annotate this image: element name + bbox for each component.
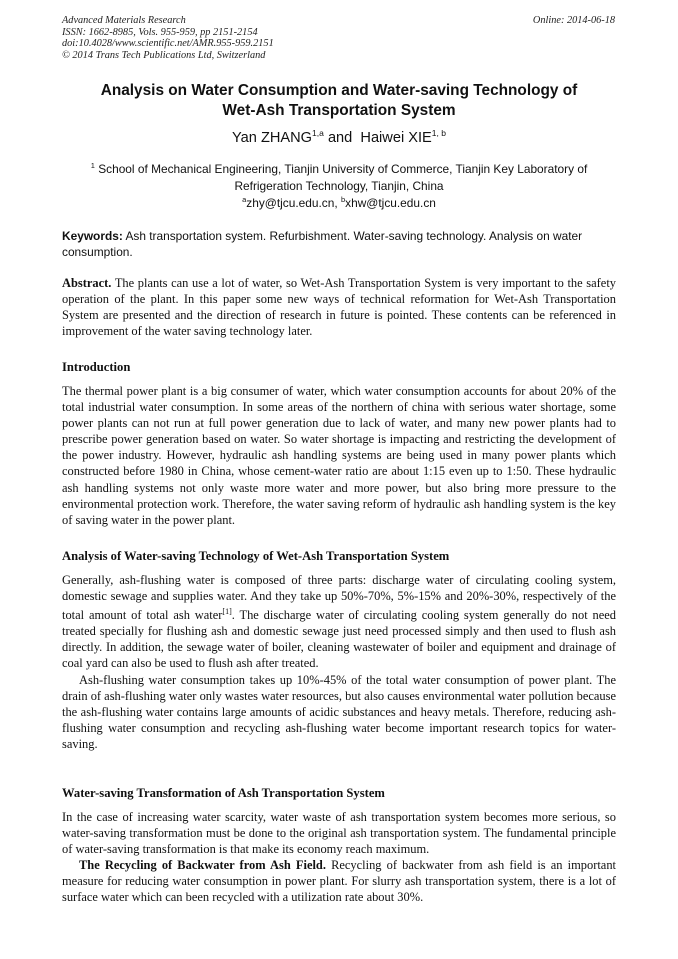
analysis-p1-part-b: . The discharge water of circulating cooling system generally do not need treated specially for flushing ash and domestic sewage just need processed simply and then used to flush ash directly. In addition, the sewage water of boiler, cleaning wastewater of boiler and equipment and drainage of coal yard can also be used to flush ash after treated. [62,608,616,671]
citation-ref-1[interactable]: [1] [222,607,232,617]
issn-line: ISSN: 1662-8985, Vols. 955-959, pp 2151-2154 [62,26,258,38]
keywords-text: Ash transportation system. Refurbishment. Water-saving technology. Analysis on water consumption. [62,229,583,259]
author-list [60,128,618,146]
transformation-paragraph-2 [62,857,616,905]
author-2-name: Haiwei XIE [360,130,432,146]
abstract-text: The plants can use a lot of water, so Wet-Ash Transportation System is very important to the safety operation of the plant. In this paper some new ways of technical reformation for Wet-Ash Transportation System are presented and the direction of research in future is pointed. These contents can be referenced in improvement of the water saving technology later. [62,276,616,339]
analysis-p1-part-a: Generally, ash-flushing water is composed of three parts: discharge water of circulating cooling system, domestic sewage and supplies water. And they take up 50%-70%, 5%-15% and 20%-30%, respectively of the total amount of total ash water [62,573,616,623]
author-conjunction: and [327,130,353,146]
email-a-marker: a [242,195,247,204]
author-1-name: Yan ZHANG [232,130,313,146]
copyright-line: © 2014 Trans Tech Publications Ltd, Switzerland [62,49,266,61]
abstract [62,275,616,339]
email-b-marker: b [340,195,346,204]
introduction-heading: Introduction [62,360,131,374]
author-emails [60,195,618,210]
keywords-label: Keywords: [62,229,123,243]
transformation-paragraph-1: In the case of increasing water scarcity, water waste of ash transportation system becomes more serious, so water-saving transformation must be done to the original ash transportation system. The fundamental principle of water-saving transformation is that make its economy reach maximum. [62,810,616,857]
email-b[interactable]: xhw@tjcu.edu.cn [345,196,436,210]
analysis-paragraph-2: Ash-flushing water consumption takes up 10%-45% of the total water consumption of power plant. The drain of ash-flushing water only wastes water resources, but also causes environmental water pollution because the ash-flushing water contains large amounts of acidic substances and heavy metals. Therefore, reducing ash-flushing water consumption and recycling ash-flushing water become important research topics for water-saving. [62,672,616,751]
title-line-1: Analysis on Water Consumption and Water-saving Technology of [100,82,578,99]
analysis-body [62,572,616,752]
affiliation [70,157,608,195]
introduction-body [62,383,616,528]
email-a[interactable]: zhy@tjcu.edu.cn, [246,196,338,210]
paper-title [60,81,618,121]
abstract-label: Abstract. [62,276,112,290]
keywords [62,229,616,260]
title-line-2: Wet-Ash Transportation System [222,102,456,119]
backwater-subheading: The Recycling of Backwater from Ash Field. [79,858,326,873]
introduction-paragraph: The thermal power plant is a big consumer of water, which water consumption accounts for about 20% of the total industrial water consumption. In some areas of the northern of china with serious water shortage, some power plants can not run at full power generation due to lack of water, and many new power plants had to prescribe power generation based on water. So water shortage is impacting and restricting the development of the power industry. However, hydraulic ash handling systems are being used in many power plants which constructed before 1980 in China, whose cement-water ratio are about 1:15 even up to 1:50. These hydraulic ash handling systems not only waste more water and more power, but also bring more pressure to the environmental protection work. Therefore, the water saving reform of hydraulic ash handling system is the key of saving water in the power plant. [62,384,616,527]
author-1-affil-marker: 1,a [312,128,324,138]
affiliation-text: School of Mechanical Engineering, Tianjin University of Commerce, Tianjin Key Laboratory of Refrigeration Technology, Tianjin, China [98,162,588,193]
analysis-paragraph-1 [62,572,616,672]
author-2-affil-marker: 1, b [431,128,446,138]
transformation-heading: Water-saving Transformation of Ash Transportation System [62,786,385,800]
journal-header [62,15,274,61]
online-date: Online: 2014-06-18 [532,15,615,26]
affiliation-marker: 1 [90,161,95,170]
backwater-text: Recycling of backwater from ash field is an important measure for reducing water consumption in power plant. For slurry ash transportation system, there is a lot of surface water which can been recycled with a utilization rate about 30%. [62,858,617,905]
doi-line: doi:10.4028/www.scientific.net/AMR.955-959.2151 [62,38,274,49]
transformation-body [62,809,616,906]
journal-name: Advanced Materials Research [62,15,186,26]
analysis-heading: Analysis of Water-saving Technology of Wet-Ash Transportation System [62,549,450,563]
